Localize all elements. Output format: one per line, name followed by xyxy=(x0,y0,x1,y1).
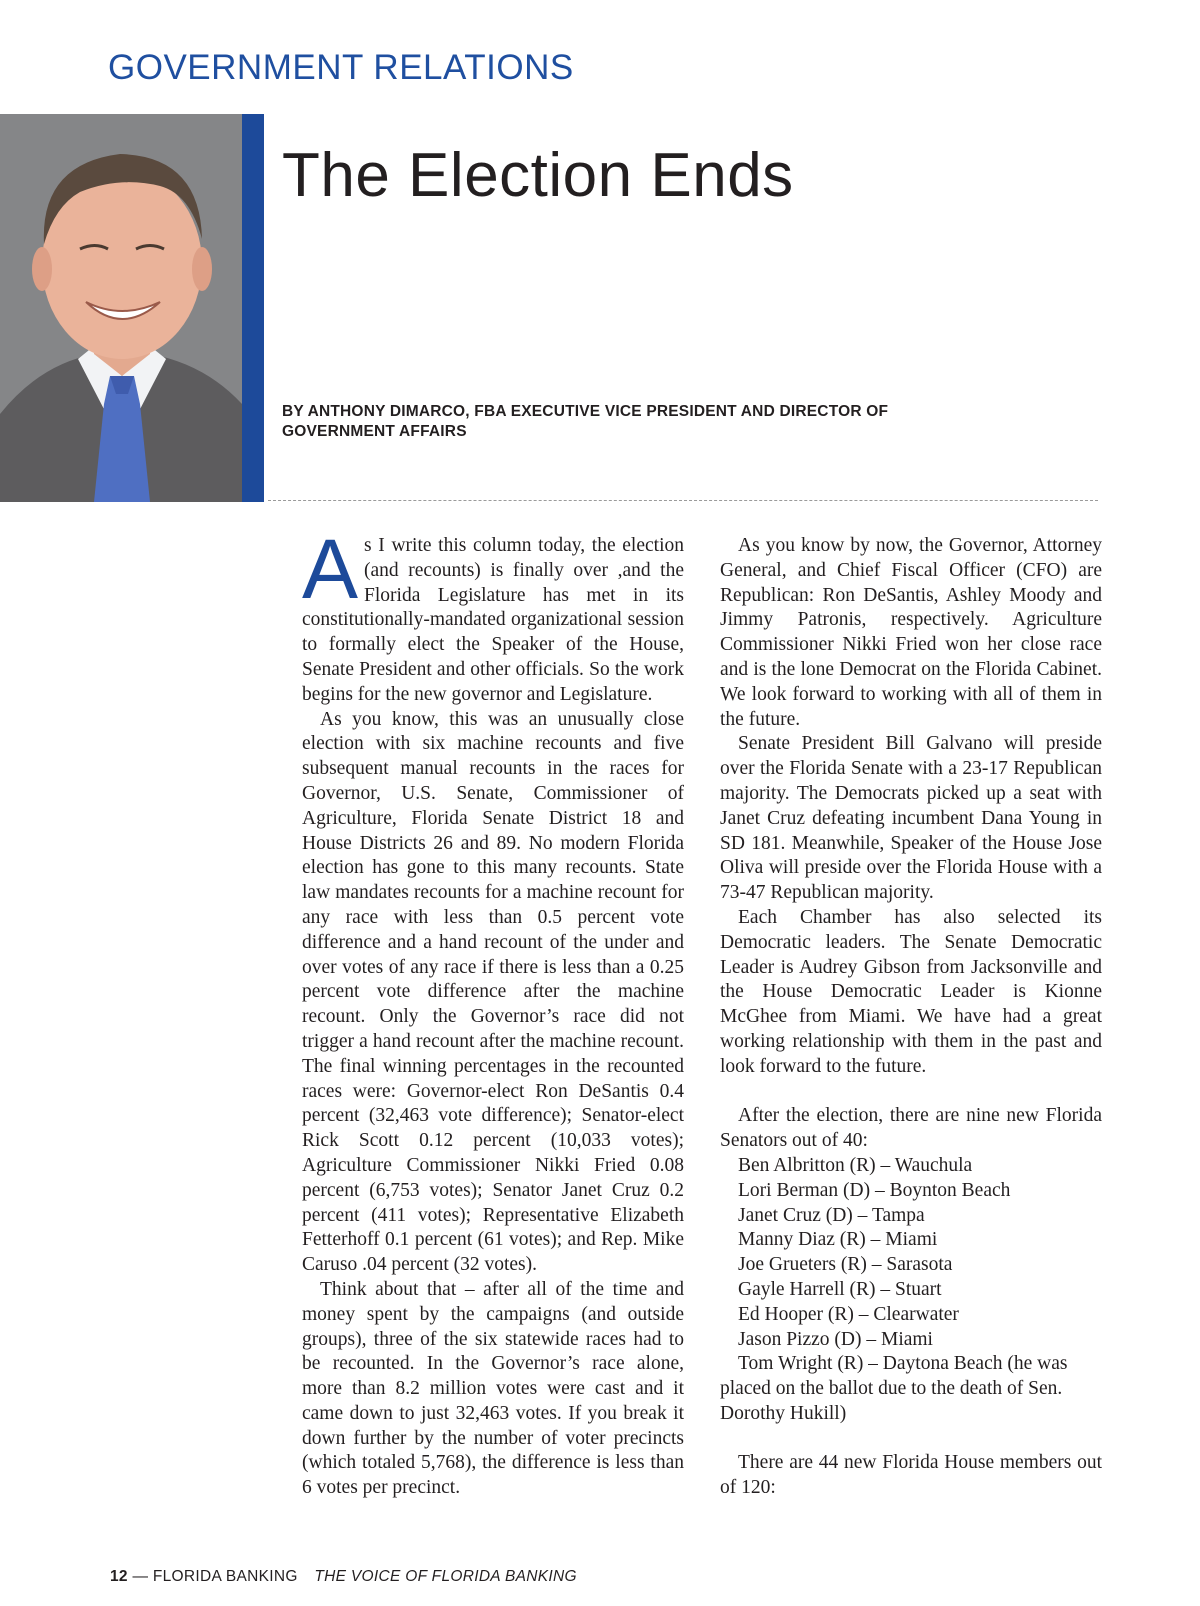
article-column-right xyxy=(720,534,1102,1501)
page-footer xyxy=(110,1568,577,1586)
author-portrait-image xyxy=(0,114,242,502)
list-item: Jason Pizzo (D) – Miami xyxy=(738,1328,933,1350)
list-item: Janet Cruz (D) – Tampa xyxy=(738,1204,925,1226)
new-senators-list xyxy=(720,1154,1102,1427)
list-item: Ben Albritton (R) – Wauchula xyxy=(738,1154,973,1176)
drop-cap: A xyxy=(302,522,359,616)
paragraph xyxy=(302,522,684,708)
paragraph: As you know, this was an unusually close election with six machine recounts and five subsequent manual recounts in the races for Governor, U.S. Senate, Commissioner of Agriculture, Florida Senate District 18 and House Districts 26 and 89. No modern Florida election has gone to this many recounts. State law mandates recounts for a machine recount for any race with less than 0.5 percent vote difference and a hand recount of the under and over votes of any race if there is less than a 0.25 percent vote difference after the machine recount. Only the Governor’s race did not trigger a hand recount after the machine recount. The final winning percentages in the recounted races were: Governor-elect Ron DeSantis 0.4 percent (32,463 vote difference); Senator-elect Rick Scott 0.12 percent (10,033 votes); Agriculture Commissioner Nikki Fried 0.08 percent (6,753 votes); Senator Janet Cruz 0.2 percent (411 votes); Representative Elizabeth Fetterhoff 0.1 percent (61 votes); and Rep. Mike Caruso .04 percent (32 votes). xyxy=(302,708,684,1276)
list-item: Manny Diaz (R) – Miami xyxy=(738,1229,938,1251)
list-item: Ed Hooper (R) – Clearwater xyxy=(738,1303,959,1325)
dashed-divider xyxy=(268,500,1098,501)
paragraph: Each Chamber has also selected its Democratic leaders. The Senate Democratic Leader is Audrey Gibson from Jacksonville and the House Democratic Leader is Kionne McGhee from Miami. We have had a great working relationship with them in the past and look forward to the future. xyxy=(720,906,1102,1077)
list-item: Joe Grueters (R) – Sarasota xyxy=(738,1254,953,1276)
paragraph: There are 44 new Florida House members out of 120: xyxy=(720,1452,1102,1499)
author-photo xyxy=(0,114,242,502)
article-byline: BY ANTHONY DIMARCO, FBA EXECUTIVE VICE PRESIDENT AND DIRECTOR OF GOVERNMENT AFFAIRS xyxy=(282,403,889,440)
page-number: 12 xyxy=(110,1568,128,1585)
list-item: Lori Berman (D) – Boynton Beach xyxy=(738,1179,1011,1201)
accent-bar xyxy=(242,114,264,502)
paragraph: Think about that – after all of the time and money spent by the campaigns (and outside groups), three of the six statewide races had to be recounted. In the Governor’s race alone, more than 8.2 million votes were cast and it came down to just 32,463 votes. If you break it down further by the number of voter precincts (which totaled 5,768), the difference is less than 6 votes per precinct. xyxy=(302,1278,684,1499)
paragraph-text: s I write this column today, the election (and recounts) is finally over ,and the Florida Legislature has met in its constitutionally-mandated organizational session to formally elect the Speaker of the House, Senate President and other officials. So the work begins for the new governor and Legislature. xyxy=(302,535,684,705)
paragraph: After the election, there are nine new Florida Senators out of 40: xyxy=(720,1105,1102,1152)
paragraph: Senate President Bill Galvano will preside over the Florida Senate with a 23-17 Republican majority. The Democrats picked up a seat with Janet Cruz defeating incumbent Dana Young in SD 181. Meanwhile, Speaker of the House Jose Oliva will preside over the Florida House with a 73-47 Republican majority. xyxy=(720,733,1102,904)
list-item: Tom Wright (R) – Daytona Beach (he was placed on the ballot due to the death of Sen. Dorothy Hukill) xyxy=(720,1353,1068,1424)
paragraph: As you know by now, the Governor, Attorney General, and Chief Fiscal Officer (CFO) are Republican: Ron DeSantis, Ashley Moody and Jimmy Patronis, respectively. Agriculture Commissioner Nikki Fried won her close race and is the lone Democrat on the Florida Cabinet. We look forward to working with all of them in the future. xyxy=(720,535,1102,730)
article-title: The Election Ends xyxy=(282,141,794,210)
publication-name: — FLORIDA BANKING xyxy=(132,1568,298,1585)
section-label: GOVERNMENT RELATIONS xyxy=(108,48,574,87)
publication-tagline: THE VOICE OF FLORIDA BANKING xyxy=(314,1568,577,1585)
list-item: Gayle Harrell (R) – Stuart xyxy=(738,1278,942,1300)
article-column-left xyxy=(302,522,684,1501)
